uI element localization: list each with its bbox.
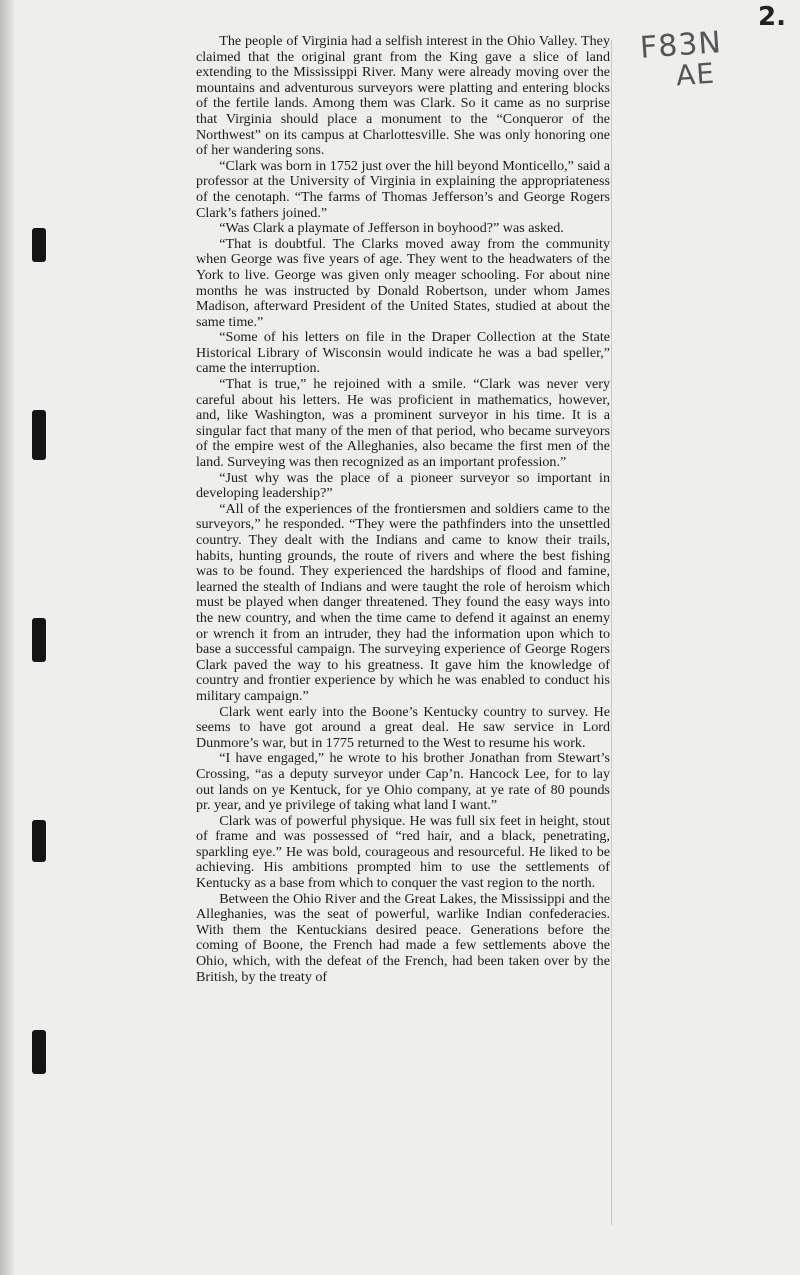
page-number: 2. [758,2,786,32]
page-edge-shadow [0,0,14,1275]
binder-hole-mark [32,1030,46,1074]
binder-hole-mark [32,410,46,460]
paragraph: “Just why was the place of a pioneer surveyor so important in developing leadership?” [196,469,610,502]
binder-hole-mark [32,618,46,662]
paragraph: “Some of his letters on file in the Draper Collection at the State Historical Library of Wisconsin would indicate he was a bad speller,” came the interruption. [196,329,610,377]
paragraph: “Was Clark a playmate of Jefferson in boyhood?” was asked. [219,220,564,237]
column-rule [611,40,612,1225]
article-column [196,34,610,1224]
paragraph: “Clark was born in 1752 just over the hill beyond Monticello,” said a professor at the University of Virginia in explaining the appropriateness of the cenotaph. “The farms of Thomas Jefferson’s and George Rogers Clark’s fathers joined.” [196,157,610,221]
paragraph: Clark was of powerful physique. He was full six feet in height, stout of frame and was possessed of “red hair, and a black, penetrating, sparkling eye.” He was bold, courageous and resourceful. He liked to be achieving. His ambitions prompted him to use the settlements of Kentucky as a base from which to conquer the vast region to the north. [196,812,610,892]
paragraph: Clark went early into the Boone’s Kentucky country to survey. He seems to have got around a great deal. He saw service in Lord Dunmore’s war, but in 1775 returned to the West to resume his work. [196,703,610,751]
binder-hole-mark [32,820,46,862]
paragraph: “That is true,” he rejoined with a smile. “Clark was never very careful about his letters. He was proficient in mathematics, however, and, like Washington, was a prominent surveyor in his time. It is a singular fact that many of the men of that period, who became surveyors of the empire west of the Alleghanies, also became the first men of the land. Surveying was then recognized as an important profession.” [196,376,610,471]
paragraph: The people of Virginia had a selfish interest in the Ohio Valley. They claimed that the original grant from the King gave a slice of land extending to the Mississippi River. Many were already moving over the mountains and adventurous surveyors were platting and entering blocks of the fertile lands. Among them was Clark. So it came as no surprise that Virginia should place a monument to the “Conqueror of the Northwest” on its campus at Charlottesville. She was only honoring one of her wandering sons. [196,34,610,159]
handwritten-annotation: AE [674,56,716,93]
paragraph: “I have engaged,” he wrote to his brother Jonathan from Stewart’s Crossing, “as a deputy surveyor under Cap’n. Hancock Lee, for to lay out lands on ye Kentuck, for ye Ohio company, at ye rate of 80 pounds pr. year, and ye privilege of taking what land I want.” [196,750,610,814]
binder-hole-mark [32,228,46,262]
paragraph: Between the Ohio River and the Great Lakes, the Mississippi and the Alleghanies, was the seat of powerful, warlike Indian confederacies. With them the Kentuckians desired peace. Generations before the coming of Boone, the French had made a few settlements above the Ohio, which, with the defeat of the French, had been taken over by the British, by the treaty of [196,890,610,985]
handwritten-annotation: F83N [638,25,723,66]
paragraph: “All of the experiences of the frontiersmen and soldiers came to the surveyors,” he responded. “They were the pathfinders into the unsettled country. They dealt with the Indians and came to know their trails, habits, hunting grounds, the route of rivers and where the best fishing was to be found. They experienced the hardships of flood and famine, learned the stealth of Indians and were taught the role of heroism which must be played when danger threatened. They found the easy ways into the new country, and when the time came to defend it against an enemy or wrench it from an intruder, they had the information upon which to base a successful campaign. The surveying experience of George Rogers Clark paved the way to his greatness. It gave him the knowledge of country and frontier experience by which he was enabled to conduct his military campaign.” [196,500,610,704]
paragraph: “That is doubtful. The Clarks moved away from the community when George was five years of age. They went to the headwaters of the York to live. George was given only meager schooling. For about nine months he was instructed by Donald Robertson, under whom James Madison, afterward President of the United States, studied at about the same time.” [196,235,610,330]
